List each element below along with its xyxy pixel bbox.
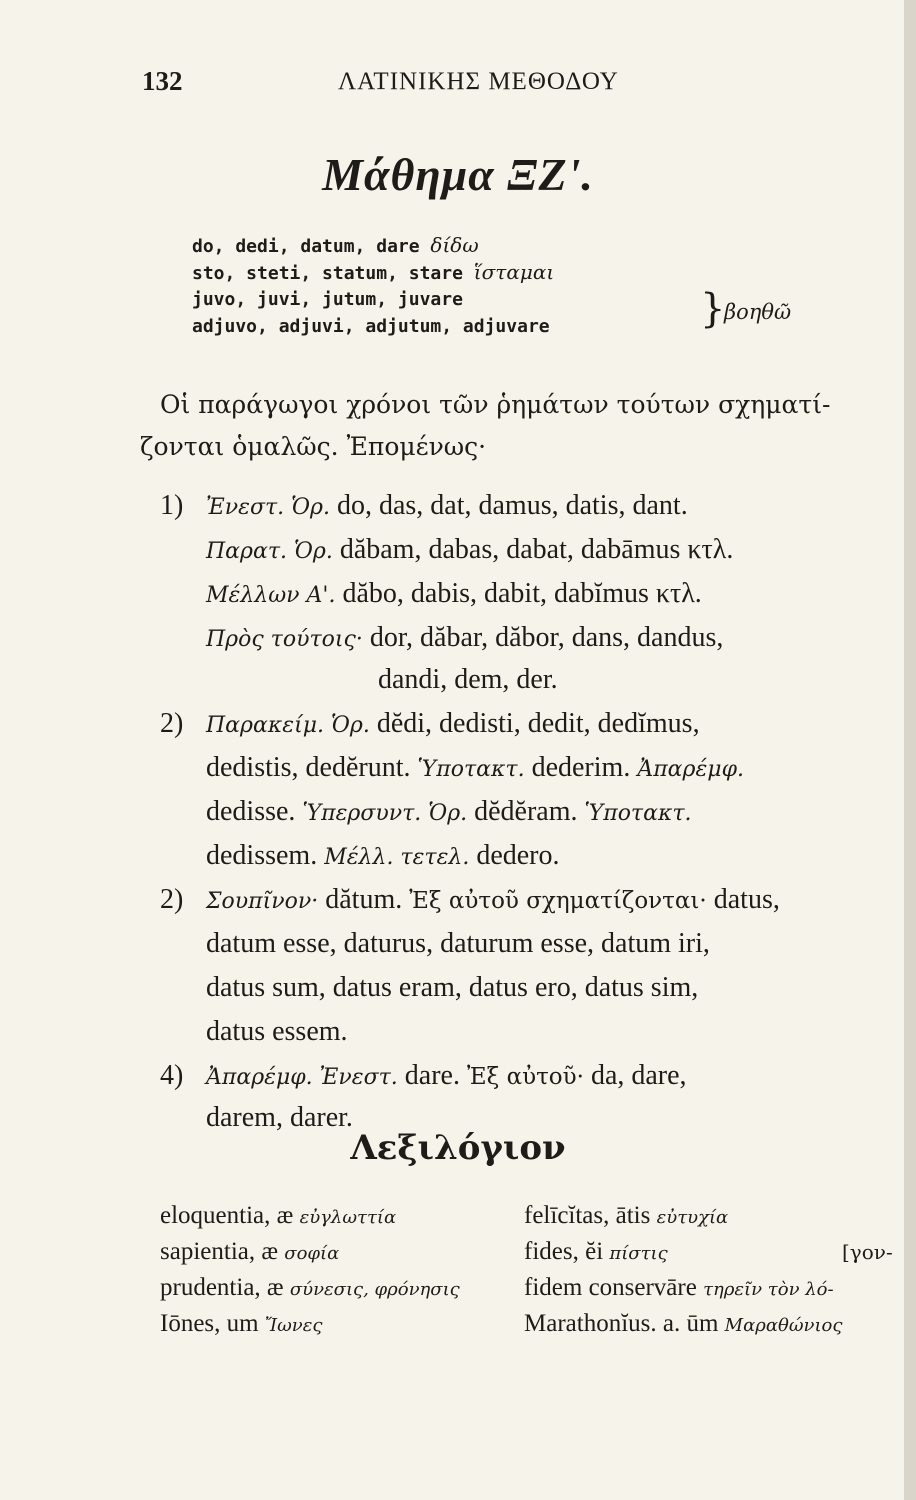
rule-number: 1) <box>160 490 184 521</box>
greek-meaning: τηρεῖν τὸν λό- <box>703 1279 834 1300</box>
grammar-label: Παρατ. Ὁρ. <box>206 539 333 564</box>
greek-meaning: πίστις <box>609 1243 668 1264</box>
running-head: ΛΑΤΙΝΙΚΗΣ ΜΕΘΟΔΟΥ <box>338 68 619 95</box>
greek-meaning: εὐτυχία <box>656 1207 729 1228</box>
greek-meaning: σοφία <box>284 1243 340 1264</box>
verb-line <box>192 232 832 259</box>
vocab-entry <box>524 1270 834 1308</box>
grammar-label: Παρακείμ. <box>206 713 324 738</box>
grammar-label: Ὑποτακτ. <box>584 801 692 826</box>
vocabulary-row <box>160 1198 900 1234</box>
vocabulary-row <box>160 1234 900 1270</box>
rule-number: 4) <box>160 1060 184 1091</box>
greek-meaning: εὐγλωττία <box>299 1207 397 1228</box>
vocab-entry <box>160 1234 339 1272</box>
conjugation-text: dedistis, dedĕrunt. <box>206 752 411 783</box>
rule-line <box>206 836 560 876</box>
page-edge <box>904 0 916 1500</box>
rule-line <box>206 574 702 614</box>
conjugation-text: dăbo, dabis, dabit, dabĭmus κτλ. <box>342 578 702 609</box>
grammar-label: Ἀπαρέμφ. <box>637 757 744 782</box>
grammar-label: Σουπῖνον· <box>206 889 319 914</box>
vocab-entry <box>524 1306 842 1344</box>
conjugation-text: do, das, dat, damus, datis, dant. <box>336 490 688 521</box>
lesson-title: Μάθημα ΞΖ'. <box>322 149 594 200</box>
rule-number: 2) <box>160 884 184 915</box>
vocab-entry <box>524 1234 668 1272</box>
conjugation-text: dederim. <box>531 752 631 783</box>
verb-principal-parts: sto, steti, statum, stare <box>192 263 463 284</box>
verb-gloss: δίδω <box>430 233 479 257</box>
greek-meaning: σύνεσις, φρόνησις <box>289 1279 460 1300</box>
grammar-label: Ὁρ. <box>330 713 370 738</box>
rule-line <box>206 748 744 788</box>
grammar-label: Ὑπερσυντ. <box>302 801 422 826</box>
vocab-entry <box>160 1270 460 1308</box>
latin-word: fidem conservāre <box>524 1274 697 1301</box>
continuation-fragment: [γον- <box>842 1240 893 1264</box>
vocab-entry <box>524 1198 728 1236</box>
grammar-label: Ἐνεστ. Ὁρ. <box>206 495 330 520</box>
conjugation-text: dăbam, dabas, dabat, dabāmus κτλ. <box>339 534 734 565</box>
verb-principal-parts: adjuvo, adjuvi, adjutum, adjuvare <box>192 316 550 337</box>
rule-line <box>206 968 698 1008</box>
conjugation-text: dĕdi, dedisti, dedit, dedĭmus, <box>376 708 700 739</box>
latin-word: Marathonĭus. a. ūm <box>524 1310 719 1337</box>
vocabulary-list <box>160 1198 900 1342</box>
conjugation-text: darem, darer. <box>206 1102 353 1133</box>
greek-note: Ἐξ αὐτοῦ σχηματίζονται· <box>409 888 707 914</box>
rule-line-content <box>206 486 688 528</box>
latin-word: eloquentia, æ <box>160 1202 294 1229</box>
latin-word: sapientia, æ <box>160 1238 279 1265</box>
conjugation-text: dandi, dem, der. <box>378 664 558 695</box>
rule-line-content <box>206 880 780 922</box>
rule-line <box>206 792 692 832</box>
conjugation-text: dor, dăbar, dăbor, dans, dandus, <box>369 622 724 653</box>
page-number: 132 <box>142 66 183 96</box>
brace-mark: } <box>700 286 726 332</box>
grammar-label: Ὑποτακτ. <box>417 757 525 782</box>
conjugation-text: datus essem. <box>206 1016 348 1047</box>
lexicon-title: Λεξιλόγιον <box>350 1128 566 1168</box>
rule-line-content <box>206 1056 687 1098</box>
greek-meaning: Ἴωνες <box>264 1315 323 1336</box>
verb-list <box>192 232 832 340</box>
vocab-entry <box>160 1198 396 1236</box>
intro-line: Οἱ παράγωγοι χρόνοι τῶν ῥημάτων τούτων σχηματί- <box>160 390 831 419</box>
verb-principal-parts: juvo, juvi, jutum, juvare <box>192 289 463 310</box>
vocabulary-row <box>160 1270 900 1306</box>
conjugation-text: dătum. <box>325 884 403 915</box>
greek-note: Ἐξ αὐτοῦ· <box>466 1064 584 1090</box>
verb-line <box>192 259 832 286</box>
conjugation-text: datus sum, datus eram, datus ero, datus sim, <box>206 972 699 1003</box>
grammar-label: Πρὸς τούτοις· <box>206 627 363 652</box>
rule-line-content <box>206 704 700 746</box>
page-header <box>142 66 832 106</box>
verb-gloss: ἵσταμαι <box>473 260 555 284</box>
latin-word: felīcĭtas, ātis <box>524 1202 651 1229</box>
rule-line <box>206 924 710 964</box>
verb-principal-parts: do, dedi, datum, dare <box>192 236 420 257</box>
intro-line: ζονται ὁμαλῶς. Ἐπομένως· <box>140 432 487 461</box>
grammar-label: Μέλλων Α'. <box>206 583 336 608</box>
grammar-label: Μέλλ. τετελ. <box>324 845 470 870</box>
conjugation-text: dare. <box>404 1060 460 1091</box>
grammar-label: Ἐνεστ. <box>319 1065 398 1090</box>
latin-word: fides, ĕi <box>524 1238 604 1265</box>
rule-line <box>206 618 723 658</box>
grammar-label: Ἀπαρέμφ. <box>206 1065 313 1090</box>
conjugation-text: dĕdĕram. <box>474 796 578 827</box>
rule-line <box>378 660 558 700</box>
greek-meaning: Μαραθώνιος <box>724 1315 843 1336</box>
grammar-label: Ὁρ. <box>428 801 468 826</box>
conjugation-text: da, dare, <box>590 1060 687 1091</box>
rule-line <box>206 1012 348 1052</box>
conjugation-text: datum esse, daturus, daturum esse, datum iri, <box>206 928 710 959</box>
conjugation-text: datus, <box>713 884 780 915</box>
rule-number: 2) <box>160 708 184 739</box>
vocab-entry <box>160 1306 322 1344</box>
rule-line <box>206 530 733 570</box>
latin-word: Iōnes, um <box>160 1310 259 1337</box>
conjugation-text: dedissem. <box>206 840 318 871</box>
intro-paragraph <box>140 384 840 468</box>
vocabulary-row <box>160 1306 900 1342</box>
latin-word: prudentia, æ <box>160 1274 284 1301</box>
conjugation-text: dedisse. <box>206 796 296 827</box>
conjugation-text: dedero. <box>476 840 560 871</box>
brace-gloss: βοηθῶ <box>724 300 792 324</box>
